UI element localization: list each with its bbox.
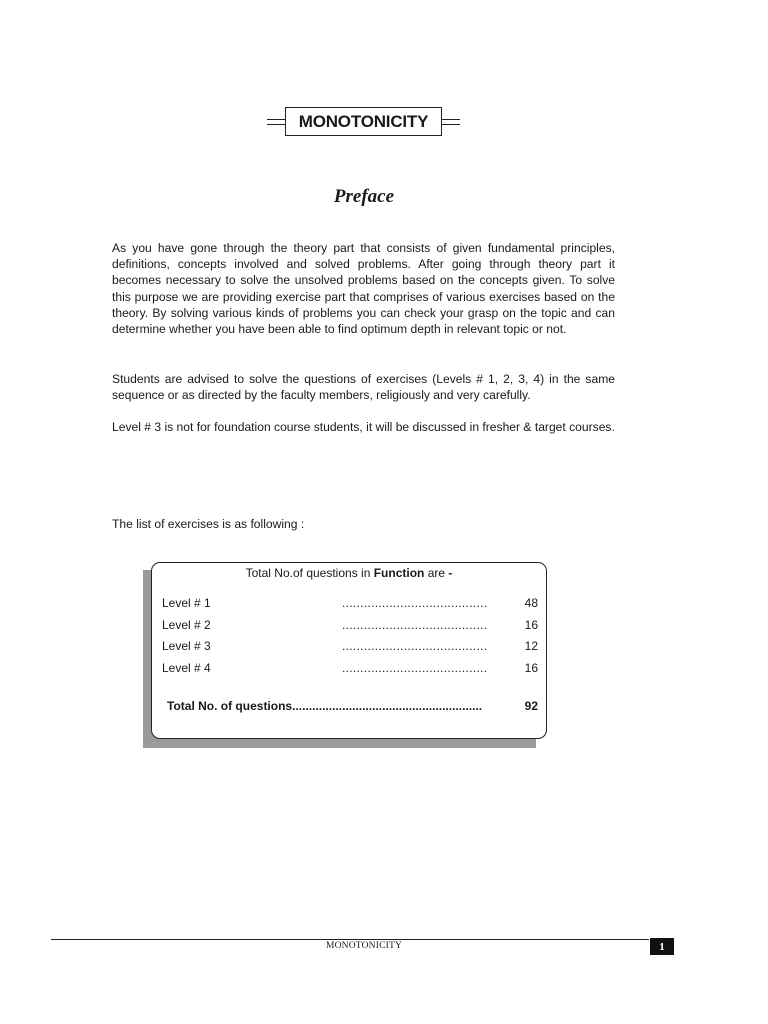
level-label: Level # 2 [162, 618, 211, 632]
leader-dots: ........................................ [342, 661, 488, 675]
exercise-box-title [152, 566, 546, 580]
question-count: 12 [524, 639, 538, 653]
paragraph-level3-note: Level # 3 is not for foundation course students, it will be discussed in fresher & target courses. [112, 420, 615, 434]
paragraph-list-intro: The list of exercises is as following : [112, 517, 305, 531]
footer-title: MONOTONICITY [325, 941, 403, 951]
chapter-title-banner [267, 107, 460, 137]
level-label: Level # 3 [162, 639, 211, 653]
total-questions-row [167, 699, 538, 713]
total-count: 92 [524, 699, 538, 713]
paragraph-advice: Students are advised to solve the questions of exercises (Levels # 1, 2, 3, 4) in the same sequence or as directed by the faculty members, religiously and very carefully. [112, 372, 615, 403]
exercise-row [162, 639, 538, 655]
leader-dots: ........................................ [342, 618, 488, 632]
question-count: 48 [524, 596, 538, 610]
question-count: 16 [524, 661, 538, 675]
title-rule-left [267, 119, 287, 125]
leader-dots: ........................................ [342, 596, 488, 610]
chapter-title: MONOTONICITY [285, 107, 442, 136]
question-count: 16 [524, 618, 538, 632]
exercise-row [162, 596, 538, 612]
box-title-suffix: are [424, 566, 449, 580]
page-number: 1 [650, 938, 674, 955]
exercise-summary-box [151, 562, 547, 739]
footer-rule [51, 939, 649, 940]
leader-dots: ........................................ [342, 639, 488, 653]
exercise-row [162, 661, 538, 677]
level-label: Level # 4 [162, 661, 211, 675]
exercise-row [162, 618, 538, 634]
box-title-prefix: Total No.of questions in [245, 566, 374, 580]
box-title-subject: Function [373, 566, 425, 580]
level-label: Level # 1 [162, 596, 211, 610]
box-title-dash: - [448, 566, 453, 580]
total-label: Total No. of questions......................................................... [167, 699, 483, 713]
title-rule-right [440, 119, 460, 125]
paragraph-intro: As you have gone through the theory part that consists of given fundamental principles, definitions, concepts involved and solved problems. After going through theory part it becomes necessary to solve the unsolved problems based on the concepts given. To solve this purpose we are providing exercise part that comprises of various exercises based on the theory. By solving various kinds of problems you can check your grasp on the topic and can determine whether you have been able to find optimum depth in relevant topic or not. [112, 241, 615, 337]
preface-heading: Preface [333, 186, 395, 207]
